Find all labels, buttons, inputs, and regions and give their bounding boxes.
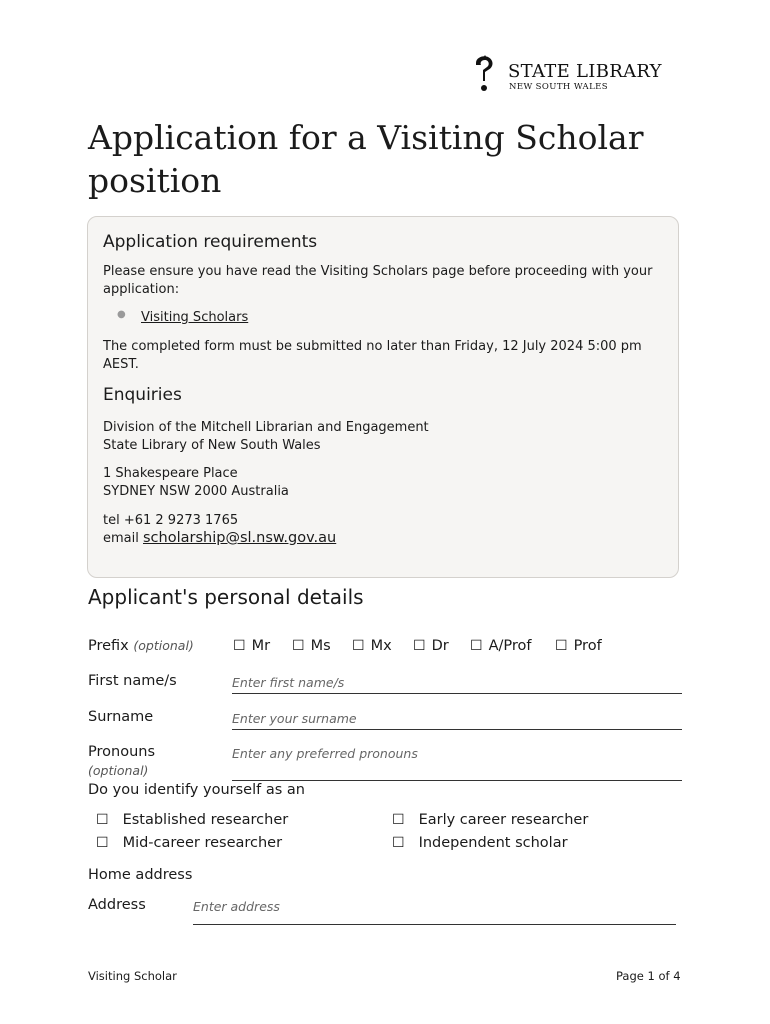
pronouns-optional: (optional) [88, 763, 149, 778]
address-input[interactable] [193, 899, 676, 914]
address-label: Address [88, 897, 146, 913]
footer-page-number: Page 1 of 4 [616, 969, 681, 983]
checkbox-icon: ☐ [233, 638, 246, 654]
identify-early-career-researcher[interactable]: ☐ Early career researcher [392, 812, 589, 828]
enquiries-tel: tel +61 2 9273 1765 [103, 513, 239, 528]
checkbox-icon: ☐ [352, 638, 365, 654]
logo-name: STATE LIBRARY [508, 61, 662, 82]
checkbox-icon: ☐ [392, 812, 405, 828]
library-emblem-icon [472, 55, 498, 93]
first-name-input[interactable] [232, 675, 682, 690]
footer-document-name: Visiting Scholar [88, 969, 177, 983]
enquiries-org-line1: Division of the Mitchell Librarian and Engagement [103, 420, 429, 435]
checkbox-icon: ☐ [96, 835, 109, 851]
pronouns-field [232, 743, 682, 781]
checkbox-icon: ☐ [555, 638, 568, 654]
identify-established-researcher[interactable]: ☐ Established researcher [96, 812, 289, 828]
address-field [193, 896, 676, 925]
enquiries-address-line1: 1 Shakespeare Place [103, 466, 238, 481]
prefix-option-mr[interactable]: ☐ Mr [233, 638, 271, 654]
state-library-logo [472, 55, 692, 95]
identify-label: Do you identify yourself as an [88, 782, 305, 798]
requirements-heading: Application requirements [103, 232, 318, 252]
prefix-option-dr[interactable]: ☐ Dr [413, 638, 449, 654]
prefix-option-mx[interactable]: ☐ Mx [352, 638, 392, 654]
enquiries-org-line2: State Library of New South Wales [103, 438, 321, 453]
bullet-dot: ● [117, 309, 126, 320]
surname-input[interactable] [232, 711, 682, 726]
pronouns-input[interactable] [232, 746, 682, 761]
deadline-text: The completed form must be submitted no later than Friday, 12 July 2024 5:00 pm AEST. [103, 339, 642, 372]
prefix-optional: (optional) [133, 638, 194, 653]
requirements-panel [87, 216, 679, 578]
prefix-option-prof[interactable]: ☐ Prof [555, 638, 602, 654]
checkbox-icon: ☐ [392, 835, 405, 851]
requirements-intro: Please ensure you have read the Visiting Scholars page before proceeding with your application: [103, 264, 653, 297]
first-name-field [232, 672, 682, 694]
checkbox-icon: ☐ [292, 638, 305, 654]
identify-independent-scholar[interactable]: ☐ Independent scholar [392, 835, 568, 851]
visiting-scholars-link[interactable]: Visiting Scholars [141, 310, 249, 325]
page-title: Application for a Visiting Scholar position [88, 118, 644, 200]
prefix-label [88, 638, 194, 654]
prefix-label-text: Prefix [88, 638, 129, 654]
identify-mid-career-researcher[interactable]: ☐ Mid-career researcher [96, 835, 283, 851]
personal-details-heading: Applicant's personal details [88, 585, 364, 609]
surname-label: Surname [88, 709, 154, 725]
first-name-label: First name/s [88, 673, 177, 689]
checkbox-icon: ☐ [413, 638, 426, 654]
enquiries-heading: Enquiries [103, 385, 182, 405]
checkbox-icon: ☐ [96, 812, 109, 828]
email-link[interactable]: scholarship@sl.nsw.gov.au [143, 530, 337, 546]
enquiries-address-line2: SYDNEY NSW 2000 Australia [103, 484, 289, 499]
checkbox-icon: ☐ [470, 638, 483, 654]
home-address-label: Home address [88, 867, 193, 883]
surname-field [232, 708, 682, 730]
prefix-option-aprof[interactable]: ☐ A/Prof [470, 638, 532, 654]
email-prefix: email [103, 531, 139, 546]
prefix-option-ms[interactable]: ☐ Ms [292, 638, 331, 654]
enquiries-email-row [103, 530, 673, 548]
logo-subtitle: NEW SOUTH WALES [509, 82, 608, 92]
pronouns-label: Pronouns [88, 744, 155, 760]
